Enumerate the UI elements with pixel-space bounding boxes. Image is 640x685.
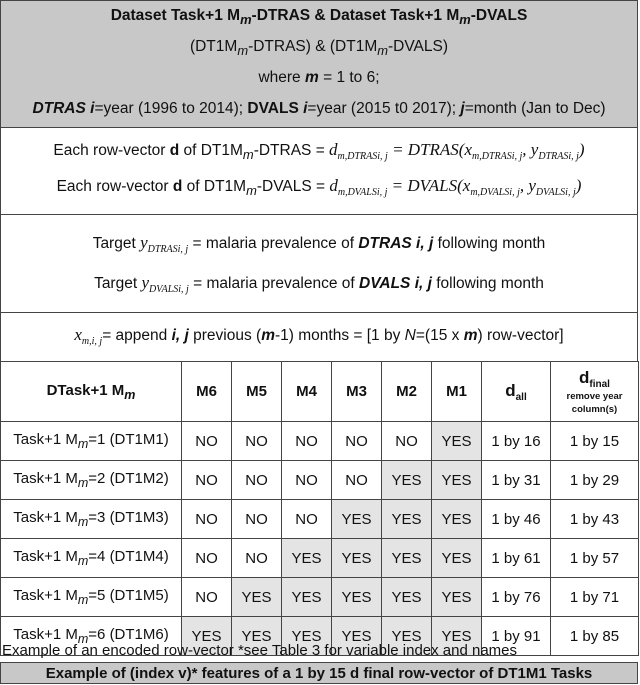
dall-cell: 1 by 91	[482, 617, 551, 656]
dall-cell: 1 by 16	[482, 422, 551, 461]
col-header-dfinal: $d_{final}$ remove year column(s)	[551, 362, 639, 422]
month-flag-cell: NO	[182, 539, 232, 578]
row-label: Task+1 $M_m=6$ (DT1M6)	[1, 617, 182, 656]
month-flag-cell: YES	[382, 578, 432, 617]
example-note: Example of an encoded row-vector *see Table 3 for variable index and names	[2, 642, 518, 659]
month-flag-cell: NO	[282, 422, 332, 461]
dall-cell: 1 by 76	[482, 578, 551, 617]
month-flag-cell: YES	[432, 461, 482, 500]
month-flag-cell: YES	[432, 422, 482, 461]
dataset-header	[0, 0, 638, 128]
dall-cell: 1 by 46	[482, 500, 551, 539]
col-header-m4: M4	[282, 362, 332, 422]
month-flag-cell: NO	[232, 422, 282, 461]
month-flag-cell: YES	[282, 539, 332, 578]
dfinal-cell: 1 by 43	[551, 500, 639, 539]
row-label: Task+1 $M_m=5$ (DT1M5)	[1, 578, 182, 617]
target-dtras: Target $y_{DTRASi, j}$ = malaria prevalence of DTRAS i, j following month	[92, 233, 546, 256]
month-flag-cell: YES	[232, 578, 282, 617]
month-flag-cell: NO	[332, 461, 382, 500]
month-flag-cell: NO	[382, 422, 432, 461]
dtras-definition: Each row-vector d of $DT1M_m$-DTRAS = $d_{m,DTRASi, j}$ = $DTRAS(x_{m,DTRASi, j}$, $y_{DTRASi, j}$)	[53, 140, 585, 163]
month-flag-cell: NO	[182, 578, 232, 617]
month-flag-cell: YES	[332, 617, 382, 656]
m-range: where m = 1 to 6;	[258, 69, 380, 86]
col-header-dall: $d_{all}$	[482, 362, 551, 422]
dfinal-cell: 1 by 57	[551, 539, 639, 578]
row-label: Task+1 $M_m=1$ (DT1M1)	[1, 422, 182, 461]
example-table-header: Example of (index v)* features of a 1 by 15 d final row-vector of DT1M1 Tasks	[0, 662, 638, 684]
col-header-m2: M2	[382, 362, 432, 422]
month-flag-cell: YES	[432, 578, 482, 617]
month-flag-cell: NO	[232, 539, 282, 578]
dall-cell: 1 by 61	[482, 539, 551, 578]
month-flag-cell: YES	[432, 539, 482, 578]
dfinal-cell: 1 by 85	[551, 617, 639, 656]
month-flag-cell: YES	[182, 617, 232, 656]
col-header-m1: M1	[432, 362, 482, 422]
row-label: Task+1 $M_m=2$ (DT1M2)	[1, 461, 182, 500]
dfinal-cell: 1 by 15	[551, 422, 639, 461]
table-row	[1, 500, 639, 539]
month-flag-cell: NO	[232, 461, 282, 500]
target-dvals: Target $y_{DVALSi, j}$ = malaria prevalence of DVALS i, j following month	[94, 273, 544, 296]
table-row	[1, 422, 639, 461]
table-row	[1, 578, 639, 617]
row-label: Task+1 $M_m=3$ (DT1M3)	[1, 500, 182, 539]
month-flag-cell: NO	[332, 422, 382, 461]
dfinal-cell: 1 by 71	[551, 578, 639, 617]
month-flag-cell: NO	[182, 500, 232, 539]
month-flag-cell: YES	[332, 539, 382, 578]
month-flag-cell: YES	[232, 617, 282, 656]
row-vector-definitions	[0, 127, 638, 215]
month-flag-cell: YES	[282, 578, 332, 617]
col-header-m5: M5	[232, 362, 282, 422]
dfinal-cell: 1 by 29	[551, 461, 639, 500]
target-definitions	[0, 214, 638, 313]
month-flag-cell: YES	[432, 617, 482, 656]
month-flag-cell: NO	[282, 461, 332, 500]
month-flag-cell: NO	[282, 500, 332, 539]
month-flag-cell: NO	[182, 422, 232, 461]
table-row	[1, 461, 639, 500]
index-definitions: DTRAS i=year (1996 to 2014); DVALS i=year (2015 t0 2017); j=month (Jan to Dec)	[32, 100, 606, 117]
month-flag-cell: YES	[432, 500, 482, 539]
col-header-m6: M6	[182, 362, 232, 422]
x-definition	[0, 312, 638, 362]
col-header-m3: M3	[332, 362, 382, 422]
table-header-row	[1, 362, 639, 422]
dvals-definition: Each row-vector d of $DT1M_m$-DVALS = $d_{m,DVALSi, j}$ = $DVALS(x_{m,DVALSi, j}$, $y_{DVALSi, j}$)	[56, 176, 582, 199]
row-label: Task+1 $M_m=4$ (DT1M4)	[1, 539, 182, 578]
task-table	[0, 361, 639, 656]
dall-cell: 1 by 31	[482, 461, 551, 500]
col-header-task: DTask+1 $M_m$	[1, 362, 182, 422]
month-flag-cell: YES	[332, 500, 382, 539]
month-flag-cell: NO	[232, 500, 282, 539]
x-append-rule: $x_{m,i, j}=$ append i, j previous (m-1) months = [1 by N=(15 x m) row-vector]	[74, 325, 564, 348]
month-flag-cell: YES	[332, 578, 382, 617]
month-flag-cell: YES	[382, 617, 432, 656]
table-row	[1, 539, 639, 578]
dataset-abbrev: $(DT1M_m-DTRAS)$ & $(DT1M_m-DVALS)$	[189, 38, 449, 59]
month-flag-cell: YES	[382, 461, 432, 500]
dataset-title: Dataset Task+1 $M_m$-DTRAS & Dataset Task+1 $M_m$-DVALS	[110, 7, 528, 28]
month-flag-cell: NO	[182, 461, 232, 500]
month-flag-cell: YES	[382, 500, 432, 539]
month-flag-cell: YES	[382, 539, 432, 578]
month-flag-cell: YES	[282, 617, 332, 656]
